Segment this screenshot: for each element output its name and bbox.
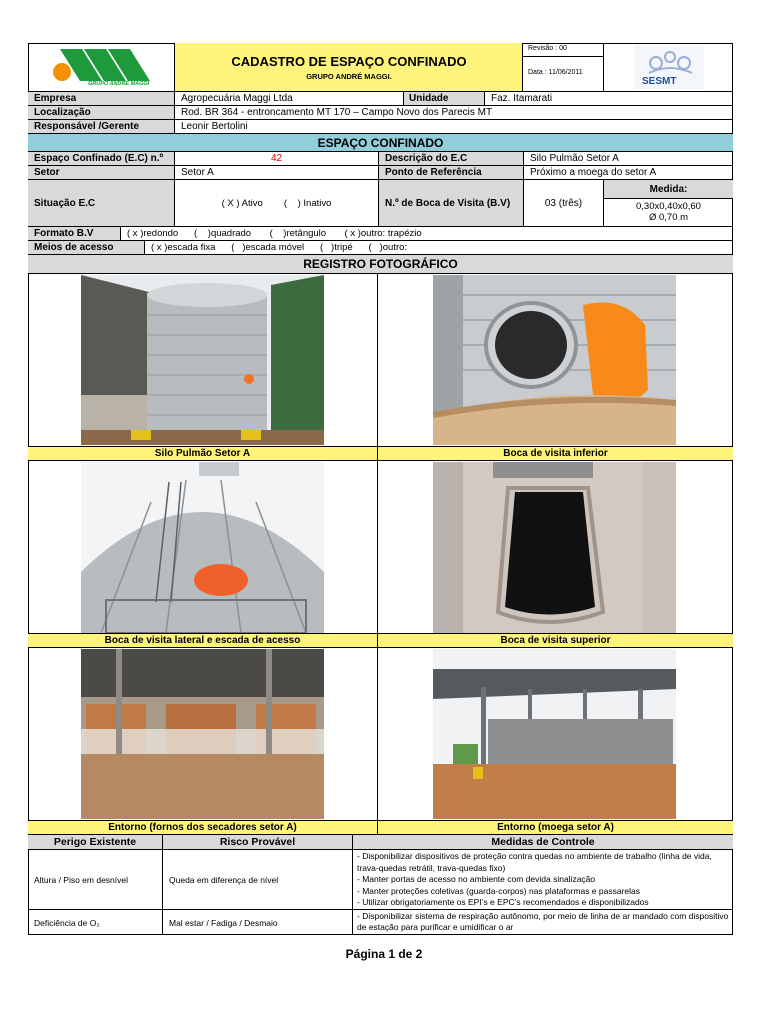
ec-number-value: 42 [175,152,379,166]
revision-cell [523,43,604,57]
localizacao-value: Rod. BR 364 - entroncamento MT 170 – Campo Novo dos Parecis MT [175,106,733,120]
medida-item: - Disponibilizar dispositivos de proteção contra quedas no ambiente de trabalho (linha de vida, trava-quedas retrátil, trava-quedas fixo) [357,851,712,873]
sesmt-logo [604,43,733,92]
photo-entorno-moega [433,649,676,819]
formato-label: Formato B.V [28,227,121,241]
risk-row-2-perigo: Deficiência de O₂ [28,910,163,935]
medida-label: Medida: [604,180,733,199]
situacao-value: ( X ) Ativo ( ) Inativo [175,180,379,227]
unidade-value: Faz. Itamarati [485,92,733,106]
logo-caption: GRUPO ANDRÉ MAGGI [88,81,150,87]
photo-boca-inferior [433,275,676,445]
section-espaco-confinado: ESPAÇO CONFINADO [28,134,733,152]
header-risco: Risco Provável [163,835,353,850]
medida-item: - Manter portas de acesso no ambiente com devida sinalização [357,874,596,884]
photo-column-divider [377,274,378,835]
risk-row-1-medidas [353,850,733,910]
boca-label: N.º de Boca de Visita (B.V) [379,180,524,227]
boca-value: 03 (três) [524,180,604,227]
photo-caption-3: Boca de visita lateral e escada de acesso [28,633,377,648]
header-perigo: Perigo Existente [28,835,163,850]
revision-text: Revisão : 00 [528,45,567,52]
title-block [175,43,523,92]
ec-number-label: Espaço Confinado (E.C) n.º [28,152,175,166]
descricao-label: Descrição do E.C [379,152,524,166]
medida-item: - Disponibilizar sistema de respiração autônomo, por meio de linha de ar mandado com dispositivo de estação para purificar e umidificar o ar [357,911,729,932]
responsavel-label: Responsável /Gerente [28,120,175,134]
page-subtitle: GRUPO ANDRÉ MAGGI. [306,72,392,81]
medida-value-diameter: Ø 0,70 m [648,212,689,223]
photo-boca-superior [433,462,676,633]
unidade-label: Unidade [404,92,485,106]
localizacao-label: Localização [28,106,175,120]
medida-value [604,199,733,227]
photo-boca-lateral-escada [81,462,324,633]
page-title: CADASTRO DE ESPAÇO CONFINADO [231,54,467,69]
descricao-value: Silo Pulmão Setor A [524,152,733,166]
photo-caption-4: Boca de visita superior [378,633,733,648]
meios-label: Meios de acesso [28,241,145,255]
responsavel-value: Leonir Bertolini [175,120,733,134]
ponto-label: Ponto de Referência [379,166,524,180]
sesmt-text: SESMT [642,76,677,87]
page-number: Página 1 de 2 [345,947,423,961]
empresa-label: Empresa [28,92,175,106]
photo-caption-2: Boca de visita inferior [378,446,733,461]
formato-value: ( x )redondo ( )quadrado ( )retângulo ( x )outro: trapézio [121,227,733,241]
setor-label: Setor [28,166,175,180]
medida-item: - Utilizar obrigatoriamente os EPI’s e EPC’s recomendados e disponibilizados [357,897,649,907]
empresa-value: Agropecuária Maggi Ltda [175,92,404,106]
header-medidas: Medidas de Controle [353,835,733,850]
photo-entorno-fornos [81,649,324,819]
setor-value: Setor A [175,166,379,180]
company-logo [28,43,175,92]
medida-value-dims: 0,30x0,40x0,60 [636,201,701,212]
date-cell [523,57,604,92]
ponto-value: Próximo a moega do setor A [524,166,733,180]
photo-caption-1: Silo Pulmão Setor A [28,446,377,461]
date-text: Data : 11/06/2011 [528,69,583,76]
section-registro-fotografico: REGISTRO FOTOGRÁFICO [28,255,733,274]
meios-value: ( x )escada fixa ( )escada móvel ( )tripé ( )outro: [145,241,733,255]
photo-caption-5: Entorno (fornos dos secadores setor A) [28,820,377,835]
risk-row-1-risco: Queda em diferença de nível [163,850,353,910]
photo-silo-pulmao [81,275,324,445]
photo-caption-6: Entorno (moega setor A) [378,820,733,835]
risk-row-2-risco: Mal estar / Fadiga / Desmaio [163,910,353,935]
medida-item: - Manter proteções coletivas (guarda-corpos) nas plataformas e passarelas [357,885,640,896]
risk-row-2-medidas [353,910,733,935]
situacao-label: Situação E.C [28,180,175,227]
risk-row-1-perigo: Altura / Piso em desnível [28,850,163,910]
